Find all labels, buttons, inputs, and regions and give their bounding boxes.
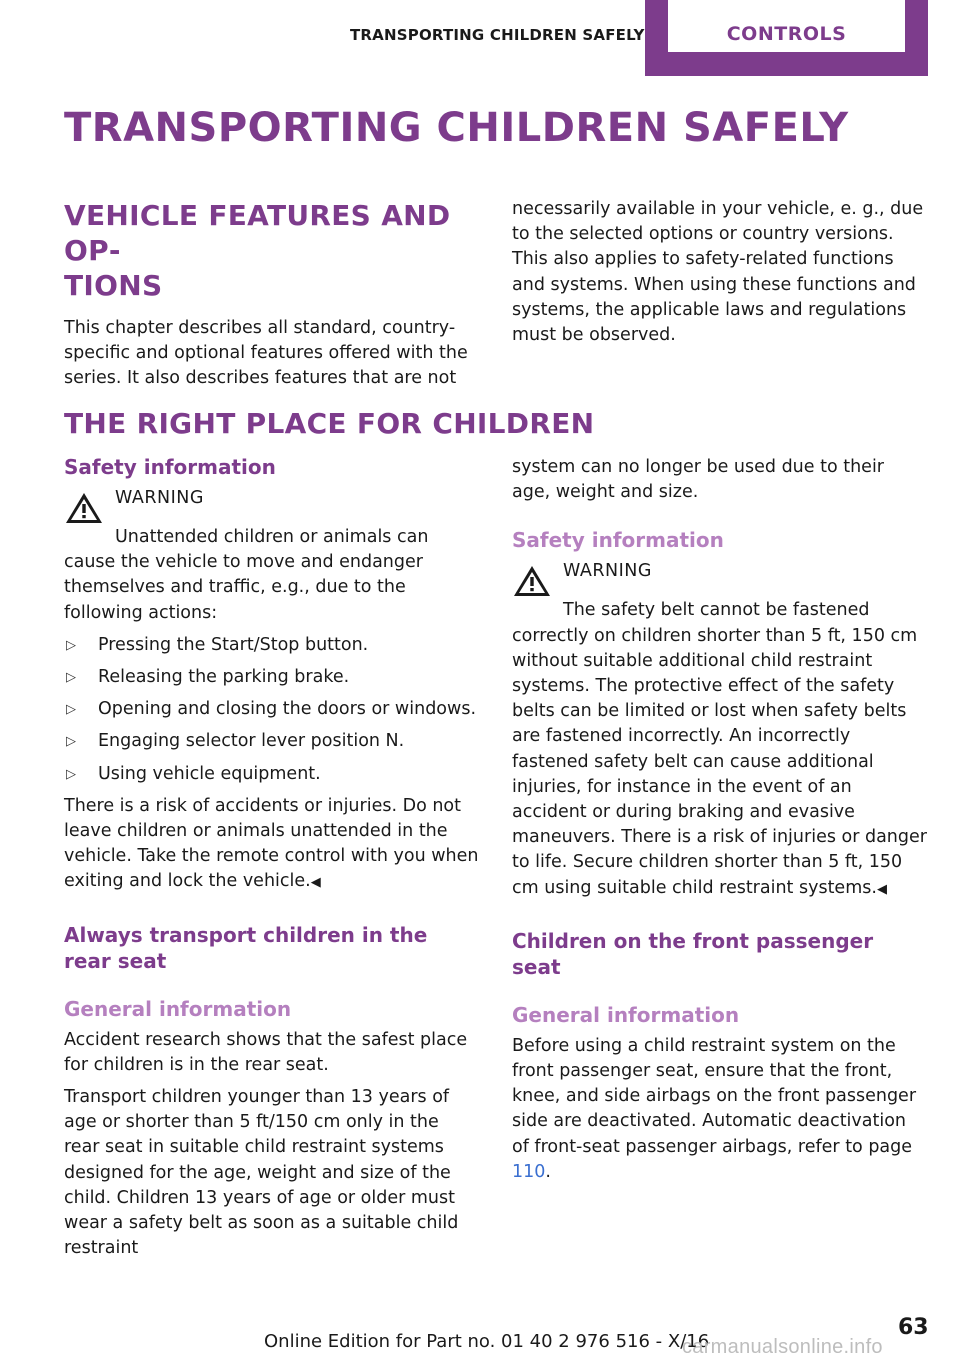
- safety-info-heading-1: Safety information: [64, 455, 276, 479]
- rear-seat-para-1: Accident research shows that the safest place for children is in the rear seat.: [64, 1029, 468, 1075]
- warning-outro: There is a risk of accidents or injuries. Do not leave children or animals unattended in the vehicle. Take the remote control with you when exiting and lock the vehicle.◀: [64, 795, 479, 892]
- vehicle-features-body-1: This chapter describes all standard, country-specific and optional features offered with the series. It also describes features that are not: [64, 318, 468, 389]
- warning-label-2: WARNING: [563, 561, 652, 582]
- right-place-left: [64, 454, 479, 1268]
- watermark: carmanualsonline.info: [682, 1336, 883, 1358]
- end-mark-icon: ◀: [310, 875, 321, 891]
- vehicle-features-body-2: necessarily available in your vehicle, e. g., due to the selected options or country versions. This also applies to safety-related functions and systems. When using these functions and systems, the applicable laws and regulations must be observed.: [512, 199, 924, 346]
- section-tab-controls[interactable]: CONTROLS: [668, 0, 905, 52]
- list-item: ▷ Using vehicle equipment.: [64, 762, 479, 787]
- list-item: ▷ Pressing the Start/Stop button.: [64, 633, 479, 658]
- list-item: ▷ Releasing the parking brake.: [64, 665, 479, 690]
- chapter-title: TRANSPORTING CHILDREN SAFELY: [64, 105, 849, 151]
- right-place-right: [512, 455, 927, 1192]
- safety-info-heading-2: Safety information: [512, 528, 724, 553]
- front-seat-heading: Children on the front passenger seat: [512, 928, 874, 979]
- warning-label-1: WARNING: [115, 488, 204, 508]
- warning-intro: Unattended children or animals can cause the vehicle to move and endanger themselves and traffic, e.g., due to the following actions:: [64, 527, 429, 623]
- vehicle-features-left: [64, 198, 479, 399]
- bullet-triangle-icon: ▷: [66, 734, 76, 750]
- warning-bullet-list: [64, 633, 479, 787]
- bullet-triangle-icon: ▷: [66, 670, 76, 686]
- warning-triangle-icon: [512, 564, 552, 598]
- warning-triangle-icon: [64, 491, 104, 525]
- warning-text-2: The safety belt cannot be fastened correctly on children shorter than 5 ft, 150 cm without suitable additional child restraint systems. The protective effect of the safety belts can be limited or lost when safety belts are fastened incorrectly. An incorrectly fastened safety belt can cause additional injuries, for instance in the event of an accident or during braking and evasive maneuvers. There is a risk of injuries or danger to life. Secure children shorter than 5 ft, 150 cm using suitable child restraint systems.◀: [512, 600, 927, 898]
- list-item: ▷ Opening and closing the doors or windows.: [64, 697, 479, 722]
- bullet-triangle-icon: ▷: [66, 637, 76, 653]
- vehicle-features-heading: VEHICLE FEATURES AND OP‐ TIONS: [64, 199, 451, 302]
- general-info-heading-1: General information: [64, 996, 292, 1021]
- list-item: ▷ Engaging selector lever position N.: [64, 729, 479, 754]
- vehicle-features-right: [512, 197, 927, 355]
- page-number: 63: [898, 1315, 929, 1340]
- footer-edition: Online Edition for Part no. 01 40 2 976 516 - X/16: [264, 1331, 710, 1352]
- warning-block-2: [512, 559, 927, 901]
- rear-seat-heading: Always transport children in the rear seat: [64, 922, 428, 973]
- rear-seat-para-2-cont: system can no longer be used due to their age, weight and size.: [512, 457, 885, 503]
- right-place-heading: THE RIGHT PLACE FOR CHILDREN: [64, 407, 595, 440]
- running-header-title: TRANSPORTING CHILDREN SAFELY: [350, 26, 645, 44]
- general-info-heading-2: General information: [512, 1002, 740, 1027]
- rear-seat-para-2: Transport children younger than 13 years of age or shorter than 5 ft/150 cm only in the rear seat in suitable child restraint systems designed for the age, weight and size of the child. Children 13 years of age or older must wear a safety belt as soon as a suitable child restraint: [64, 1087, 459, 1259]
- end-mark-icon: ◀: [876, 881, 887, 897]
- front-seat-para: Before using a child restraint system on the front passenger seat, ensure that the front, knee, and side airbags on the front passenger side are deactivated. Automatic deactivation of front-seat passenger airbags, refer to page 110.: [512, 1035, 917, 1182]
- bullet-triangle-icon: ▷: [66, 766, 76, 782]
- page-reference-link[interactable]: 110: [512, 1161, 546, 1182]
- warning-block-1: [64, 486, 479, 626]
- bullet-triangle-icon: ▷: [66, 702, 76, 718]
